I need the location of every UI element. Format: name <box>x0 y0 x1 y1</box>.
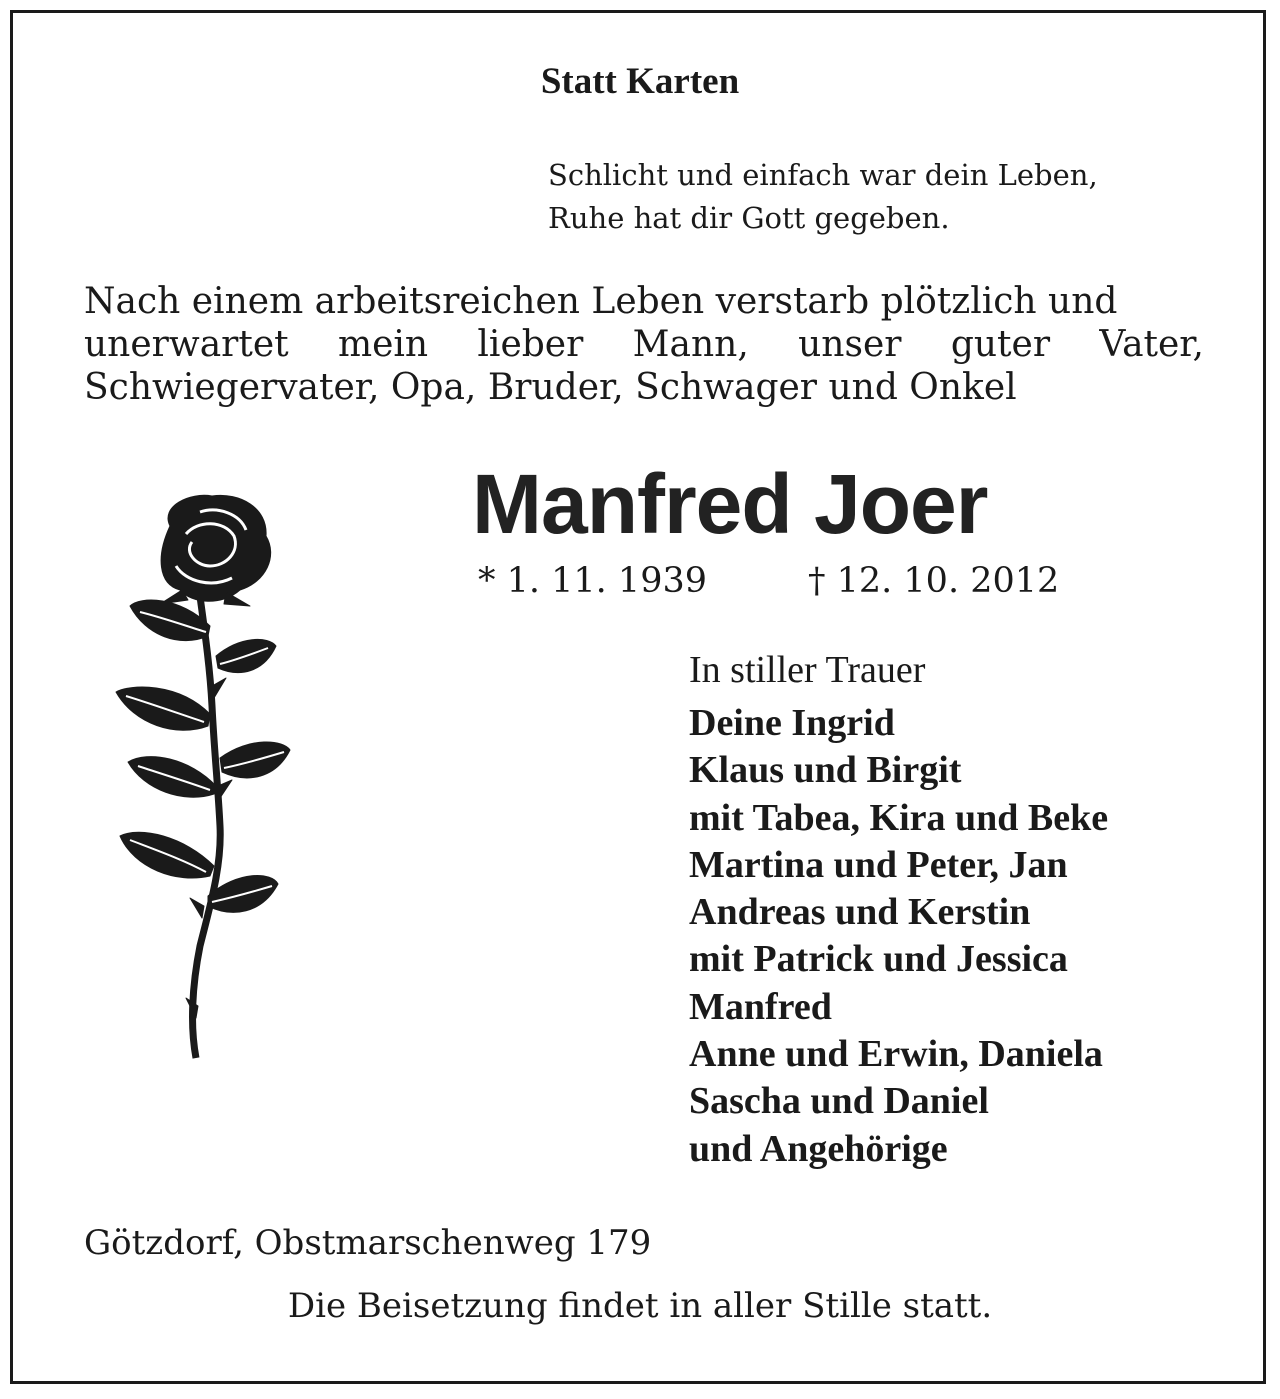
rose-icon <box>100 486 300 1066</box>
mourner-name: Anne und Erwin, Daniela <box>689 1033 1103 1076</box>
funeral-note: Die Beisetzung findet in aller Stille statt. <box>287 1286 993 1326</box>
mourner-name: Martina und Peter, Jan <box>689 843 1068 886</box>
mourner-name: und Angehörige <box>689 1127 948 1170</box>
intro-line: Schwiegervater, Opa, Bruder, Schwager und Onkel <box>84 367 1017 408</box>
mourners-block <box>689 646 1108 1173</box>
death-date: † 12. 10. 2012 <box>808 561 1060 601</box>
mourner-name: Klaus und Birgit <box>689 749 962 792</box>
intro-text <box>84 280 1204 409</box>
intro-line: Nach einem arbeitsreichen Leben verstarb plötzlich und <box>84 281 1118 322</box>
intro-line: unerwartet mein lieber Mann, unser guter Vater, <box>84 324 1204 365</box>
motto-line: Ruhe hat dir Gott gegeben. <box>548 201 950 235</box>
mourner-name: Sascha und Daniel <box>689 1080 989 1123</box>
mourner-name: Andreas und Kerstin <box>689 891 1031 934</box>
motto-verse <box>548 154 1098 240</box>
mourners-list <box>689 700 1108 1173</box>
mourner-name: mit Tabea, Kira und Beke <box>689 796 1109 839</box>
notice-header: Statt Karten <box>540 61 740 102</box>
address: Götzdorf, Obstmarschenweg 179 <box>84 1223 652 1263</box>
mourner-name: mit Patrick und Jessica <box>689 938 1068 981</box>
mourners-title: In stiller Trauer <box>689 649 926 691</box>
mourner-name: Manfred <box>689 985 832 1028</box>
deceased-name: Manfred Joer <box>472 457 988 551</box>
birth-date: * 1. 11. 1939 <box>478 561 708 601</box>
motto-line: Schlicht und einfach war dein Leben, <box>548 158 1098 192</box>
mourner-name: Deine Ingrid <box>689 702 895 744</box>
